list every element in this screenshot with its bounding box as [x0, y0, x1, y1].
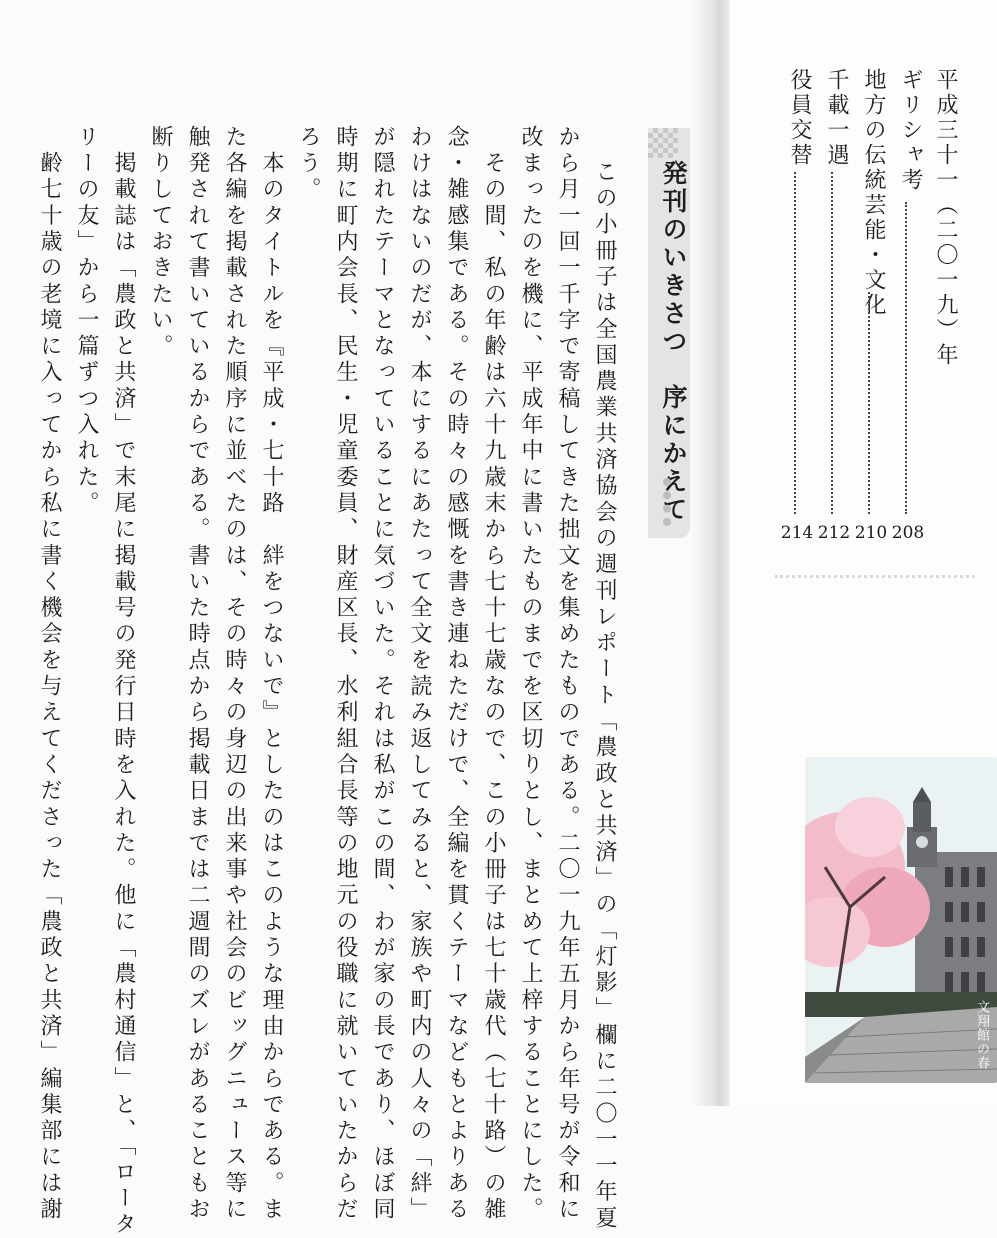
toc-item-title: 地方の伝統芸能・文化: [861, 68, 886, 318]
toc-leader-dots: [868, 292, 872, 514]
text-column: 断りしておきたい。: [148, 125, 173, 361]
text-column: から月一回一千字で寄稿してきた拙文を集めたものである。二〇一九年五月から年号が令和に: [555, 125, 580, 1224]
text-column: 触発されて書いているからである。書いた時点から掲載日までは二週間のズレがあることもお: [185, 125, 210, 1224]
building-illustration-icon: [805, 757, 997, 1083]
toc-item-title: ギリシャ考: [898, 68, 923, 193]
cover-caption: 文翔館の春: [974, 1000, 989, 1070]
checker-ornament-icon: [648, 128, 678, 158]
toc-leader-dots: [905, 202, 909, 514]
text-column: わけはないのだが、本にするにあたって全文を読み返してみると、家族や町内の人々の「絆」: [407, 125, 432, 1224]
text-column: た各編を掲載された順序に並べたのは、その時々の身辺の出来事や社会のビッグニュース等に: [222, 125, 247, 1224]
toc-item-title: 千載一遇: [824, 68, 849, 168]
dotted-divider: [775, 575, 975, 578]
toc-item-page: 212: [817, 523, 851, 543]
toc-leader-dots: [831, 172, 835, 514]
toc-item-title: 平成三十一（二〇一九）年: [933, 68, 958, 368]
text-column: リーの友」から一篇ずつ入れた。: [74, 125, 99, 518]
heading-ornament-icon: [663, 478, 681, 526]
text-column: 改まったのを機に、平成年中に書いたものまでを区切りとし、まとめて上梓することにした。: [518, 125, 543, 1224]
text-column: 本のタイトルを『平成・七十路 絆をつないで』としたのはこのような理由からである。ま: [259, 125, 284, 1224]
article-heading: 発刊のいきさつ 序にかえて: [659, 160, 688, 524]
text-column: 齢七十歳の老境に入ってから私に書く機会を与えてくださった「農政と共済」編集部には謝: [37, 125, 62, 1224]
text-column: 時期に町内会長、民生・児童委員、財産区長、水利組合長等の地元の役職に就いていたからだ: [333, 125, 358, 1224]
toc-item-page: 214: [780, 523, 814, 543]
toc-item-title: 役員交替: [787, 68, 812, 168]
toc-item-page: 208: [891, 523, 925, 543]
text-column: 念・雑感集である。その時々の感慨を書き連ねただけで、全編を貫くテーマなどもとよりある: [444, 125, 469, 1224]
text-column: 掲載誌は「農政と共済」で末尾に掲載号の発行日時を入れた。他に「農村通信」と、「ロータ: [111, 125, 136, 1238]
cover-illustration: [805, 757, 997, 1083]
text-column: が隠れたテーマとなっていることに気づいた。それは私がこの間、わが家の長であり、ほぼ同: [370, 125, 395, 1224]
text-column: ろう。: [296, 125, 321, 204]
text-column: その間、私の年齢は六十九歳末から七十七歳なので、この小冊子は七十歳代（七十路）の雑: [481, 125, 506, 1224]
book-gutter: [690, 0, 730, 1106]
text-column: この小冊子は全国農業共済協会の週刊レポート「農政と共済」の「灯影」欄に二〇一一年夏: [592, 160, 617, 1233]
toc-item-page: 210: [854, 523, 888, 543]
toc-leader-dots: [794, 172, 798, 514]
